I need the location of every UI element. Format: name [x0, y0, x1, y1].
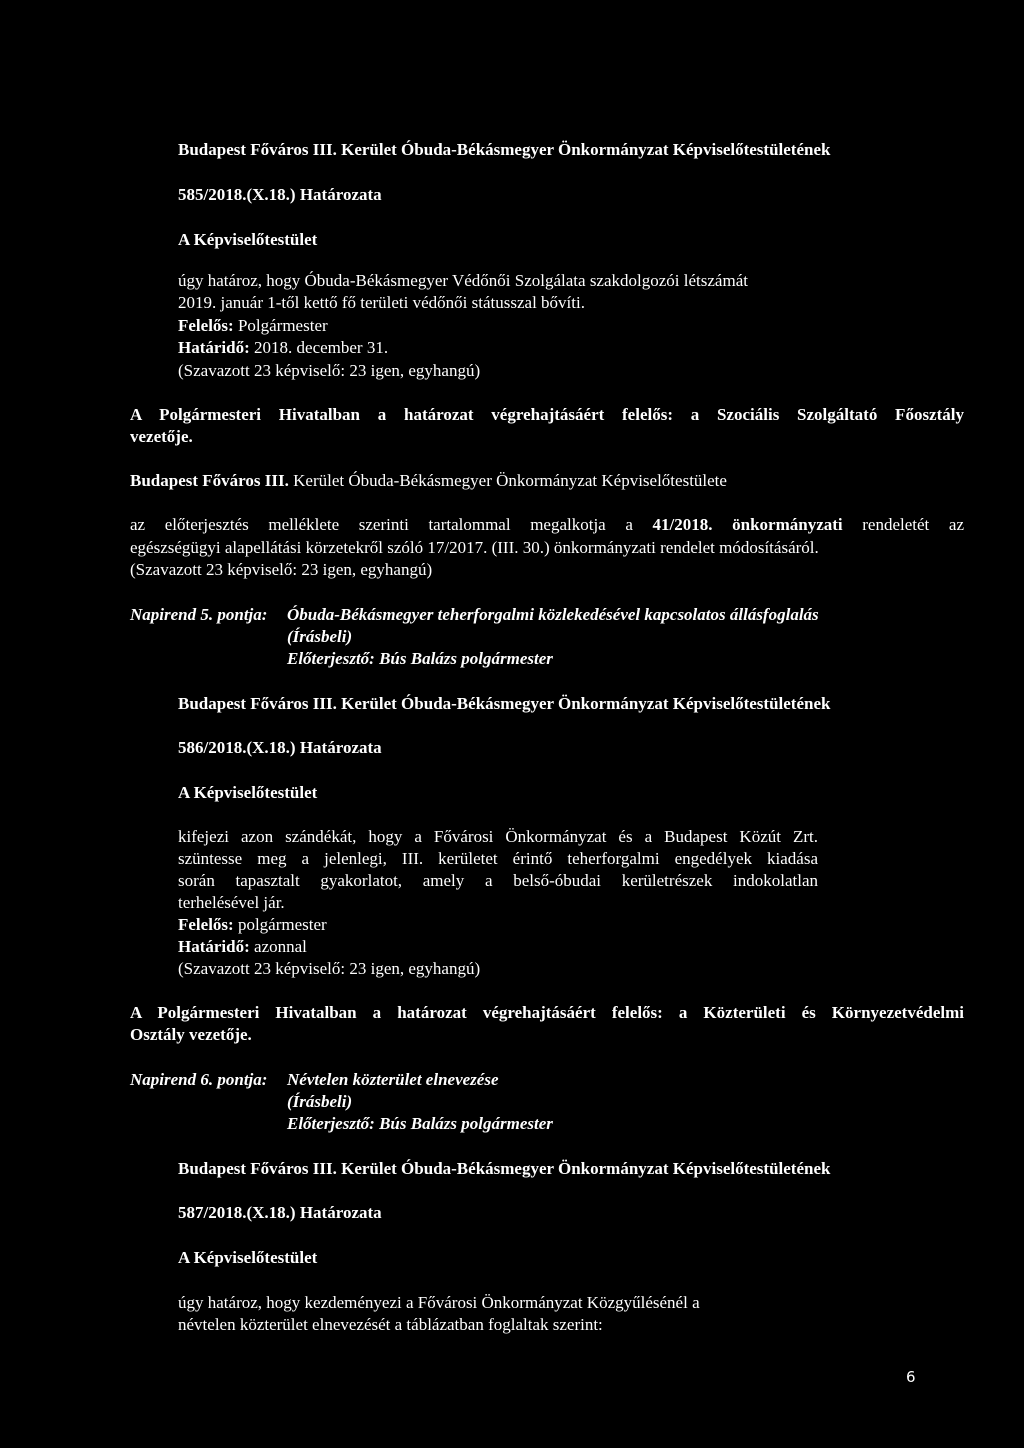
deadline-586 — [178, 936, 307, 959]
responsible-label: Felelős: — [178, 915, 234, 934]
execution-responsible-586-line2: Osztály vezetője. — [130, 1025, 252, 1044]
responsible-585 — [178, 315, 328, 338]
body-heading-587: A Képviselőtestület — [178, 1248, 318, 1267]
council-heading-ordinance-part2: Kerület Óbuda-Békásmegyer Önkormányzat Képviselőtestülete — [288, 471, 727, 490]
responsible-value: Polgármester — [233, 316, 328, 335]
resolution-text-585-line1: úgy határoz, hogy Óbuda-Békásmegyer Védőnői Szolgálata szakdolgozói létszámát — [178, 271, 748, 290]
ordinance-number: 41/2018. önkormányzati — [652, 515, 843, 534]
council-heading-ordinance-part1: Budapest Főváros III. — [130, 471, 289, 490]
resolution-text-585-line2: 2019. január 1-től kettő fő területi védőnői státusszal bővíti. — [178, 293, 585, 312]
council-heading-585: Budapest Főváros III. Kerület Óbuda-Békásmegyer Önkormányzat Képviselőtestületének — [178, 140, 831, 159]
ordinance-text-line1 — [130, 514, 964, 537]
agenda-5-written: (Írásbeli) — [287, 627, 353, 646]
resolution-number-586: 586/2018.(X.18.) Határozata — [178, 738, 382, 757]
council-heading-ordinance — [130, 470, 727, 493]
ordinance-text-line2: egészségügyi alapellátási körzetekről szóló 17/2017. (III. 30.) önkormányzati rendelet módosításáról. — [130, 538, 819, 557]
resolution-number-587: 587/2018.(X.18.) Határozata — [178, 1203, 382, 1222]
vote-ordinance: (Szavazott 23 képviselő: 23 igen, egyhangú) — [130, 560, 433, 579]
vote-585: (Szavazott 23 képviselő: 23 igen, egyhangú) — [178, 361, 481, 380]
agenda-6-written: (Írásbeli) — [287, 1092, 353, 1111]
resolution-number-585: 585/2018.(X.18.) Határozata — [178, 185, 382, 204]
council-heading-587: Budapest Főváros III. Kerület Óbuda-Békásmegyer Önkormányzat Képviselőtestületének — [178, 1159, 831, 1178]
page-number: 6 — [906, 1368, 916, 1386]
council-heading-586: Budapest Főváros III. Kerület Óbuda-Békásmegyer Önkormányzat Képviselőtestületének — [178, 694, 831, 713]
agenda-5-label: Napirend 5. pontja: — [130, 605, 268, 624]
deadline-585 — [178, 337, 388, 360]
responsible-label: Felelős: — [178, 316, 234, 335]
ordinance-text-line1-a: az előterjesztés melléklete szerinti tartalommal megalkotja a — [130, 515, 653, 534]
execution-responsible-585-line2: vezetője. — [130, 427, 193, 446]
resolution-text-586-line4: terhelésével jár. — [178, 893, 285, 912]
deadline-value: azonnal — [249, 937, 307, 956]
body-heading-585: A Képviselőtestület — [178, 230, 318, 249]
agenda-6-label: Napirend 6. pontja: — [130, 1070, 268, 1089]
responsible-586 — [178, 914, 327, 937]
deadline-label: Határidő: — [178, 937, 250, 956]
deadline-label: Határidő: — [178, 338, 250, 357]
execution-responsible-586-line1: A Polgármesteri Hivatalban a határozat végrehajtásáért felelős: a Közterületi és Környezetvédelmi — [130, 1003, 964, 1022]
agenda-5-title: Óbuda-Békásmegyer teherforgalmi közlekedésével kapcsolatos állásfoglalás — [287, 605, 819, 624]
resolution-text-587-line2: névtelen közterület elnevezését a táblázatban foglaltak szerint: — [178, 1315, 603, 1334]
agenda-5-presenter: Előterjesztő: Bús Balázs polgármester — [287, 649, 553, 668]
agenda-6-title: Névtelen közterület elnevezése — [287, 1070, 499, 1089]
resolution-text-586-line3: során tapasztalt gyakorlatot, amely a belső-óbudai kerületrészek indokolatlan — [178, 871, 818, 890]
resolution-text-586-line1: kifejezi azon szándékát, hogy a Fővárosi Önkormányzat és a Budapest Közút Zrt. — [178, 827, 818, 846]
execution-responsible-585-line1: A Polgármesteri Hivatalban a határozat végrehajtásáért felelős: a Szociális Szolgáltató Főosztály — [130, 405, 964, 424]
resolution-text-586-line2: szüntesse meg a jelenlegi, III. kerületet érintő teherforgalmi engedélyek kiadása — [178, 849, 818, 868]
vote-586: (Szavazott 23 képviselő: 23 igen, egyhangú) — [178, 959, 481, 978]
deadline-value: 2018. december 31. — [249, 338, 389, 357]
responsible-value: polgármester — [233, 915, 327, 934]
agenda-6-presenter: Előterjesztő: Bús Balázs polgármester — [287, 1114, 553, 1133]
ordinance-text-line1-c: rendeletét az — [842, 515, 964, 534]
resolution-text-587-line1: úgy határoz, hogy kezdeményezi a Fővárosi Önkormányzat Közgyűlésénél a — [178, 1293, 700, 1312]
body-heading-586: A Képviselőtestület — [178, 783, 318, 802]
